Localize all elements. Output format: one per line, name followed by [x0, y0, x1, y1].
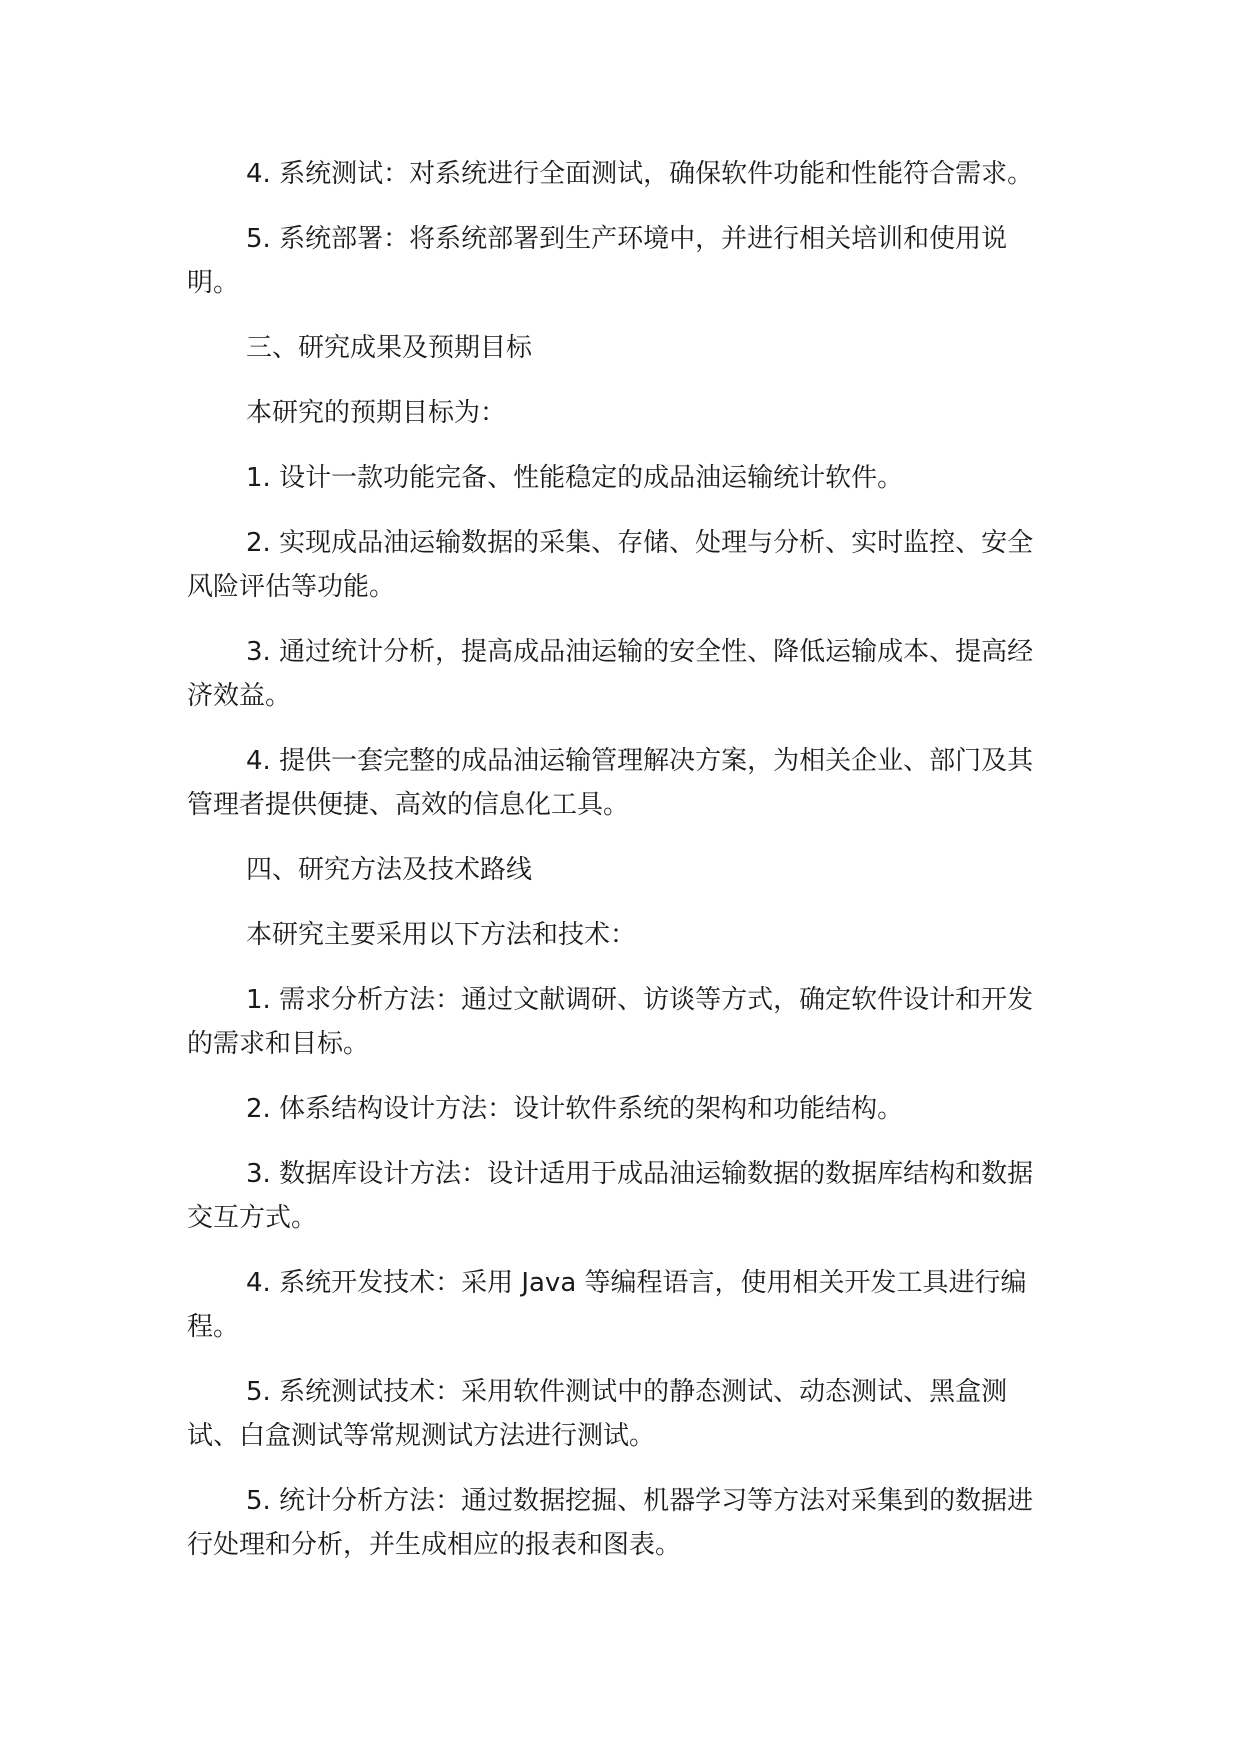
paragraph-goal-3: 3. 通过统计分析，提高成品油运输的安全性、降低运输成本、提高经济效益。 [187, 637, 1034, 711]
paragraph-method-5a: 5. 系统测试技术：采用软件测试中的静态测试、动态测试、黑盒测试、白盒测试等常规测试方法进行测试。 [187, 1377, 1008, 1451]
paragraph-goals-intro: 本研究的预期目标为： [246, 398, 507, 428]
paragraph-goal-4: 4. 提供一套完整的成品油运输管理解决方案，为相关企业、部门及其管理者提供便捷、高效的信息化工具。 [187, 746, 1034, 820]
paragraph-method-1: 1. 需求分析方法：通过文献调研、访谈等方式，确定软件设计和开发的需求和目标。 [187, 985, 1034, 1059]
paragraph-goal-1: 1. 设计一款功能完备、性能稳定的成品油运输统计软件。 [246, 463, 904, 493]
paragraph-method-5b: 5. 统计分析方法：通过数据挖掘、机器学习等方法对采集到的数据进行处理和分析，并生成相应的报表和图表。 [187, 1486, 1034, 1560]
paragraph-goal-2: 2. 实现成品油运输数据的采集、存储、处理与分析、实时监控、安全风险评估等功能。 [187, 528, 1034, 602]
document-body [187, 152, 1047, 1588]
section-heading-results-goals: 三、研究成果及预期目标 [246, 333, 533, 363]
paragraph-methods-intro: 本研究主要采用以下方法和技术： [246, 920, 637, 950]
paragraph-system-deployment: 5. 系统部署：将系统部署到生产环境中，并进行相关培训和使用说明。 [187, 224, 1008, 298]
paragraph-method-3: 3. 数据库设计方法：设计适用于成品油运输数据的数据库结构和数据交互方式。 [187, 1159, 1034, 1233]
paragraph-method-4: 4. 系统开发技术：采用 Java 等编程语言，使用相关开发工具进行编程。 [187, 1268, 1027, 1342]
paragraph-method-2: 2. 体系结构设计方法：设计软件系统的架构和功能结构。 [246, 1094, 904, 1124]
section-heading-methods: 四、研究方法及技术路线 [246, 855, 533, 885]
paragraph-system-testing: 4. 系统测试：对系统进行全面测试，确保软件功能和性能符合需求。 [246, 159, 1034, 189]
